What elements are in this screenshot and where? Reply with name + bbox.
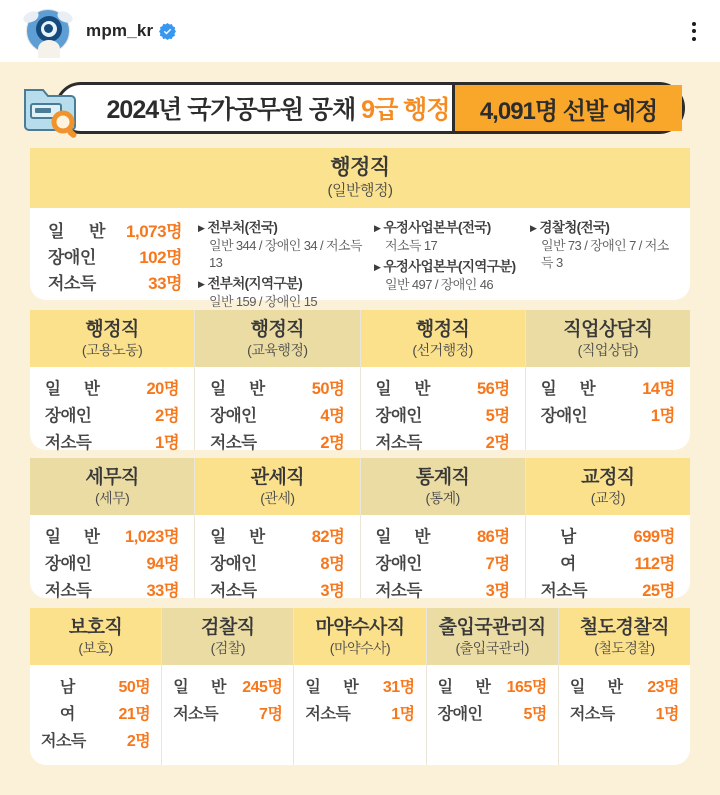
arrow-icon: ▶ (530, 223, 537, 233)
card-title: 검찰직 (201, 617, 255, 638)
stat-value: 4명 (320, 407, 345, 425)
banner-title-highlight: 9급 행정 (361, 96, 450, 124)
stat-row (210, 376, 344, 403)
stat-value: 82명 (311, 528, 345, 546)
card-title: 철도경찰직 (579, 617, 670, 638)
stat-label: 일 반 (210, 380, 265, 398)
card-row-1 (30, 310, 690, 450)
banner-pill (55, 82, 685, 134)
stat-label: 저소득 (210, 434, 257, 452)
card-body (294, 665, 425, 765)
job-card (361, 310, 526, 450)
stat-row (376, 403, 510, 430)
stat-value: 94명 (146, 555, 180, 573)
stat-value: 2명 (126, 733, 151, 750)
card-body (526, 367, 690, 450)
job-card (195, 310, 360, 450)
stat-value: 8명 (320, 555, 345, 573)
card-body (361, 367, 525, 457)
detail-title: ▶ 전부처(지역구분) (198, 276, 303, 291)
title-banner (35, 82, 685, 134)
stat-label: 일 반 (375, 380, 430, 398)
stat-row (376, 578, 510, 605)
stat-label: 저소득 (375, 582, 422, 600)
card-row-3 (30, 608, 690, 765)
verified-badge-icon (159, 23, 176, 40)
card-header (30, 310, 194, 367)
stat-value: 102명 (139, 248, 182, 267)
stat-value: 5명 (523, 706, 547, 723)
stat-row (210, 578, 344, 605)
stat-label: 저소득 (569, 706, 615, 723)
detail-title: ▶ 경찰청(전국) (530, 220, 610, 235)
stat-value: 7명 (485, 555, 510, 573)
stat-label: 저소득 (48, 274, 96, 293)
card-subtitle: (세무) (94, 490, 130, 506)
stat-row (570, 674, 679, 701)
card-title: 행정직 (85, 319, 139, 340)
stat-label: 남 (560, 528, 576, 546)
detail-desc: 일반 344 / 장애인 34 / 저소득 13 (209, 238, 362, 270)
arrow-icon: ▶ (198, 279, 205, 289)
stat-row (376, 376, 510, 403)
card-header (30, 608, 161, 665)
stat-value: 33명 (148, 274, 182, 293)
stat-row (438, 674, 547, 701)
stat-value: 245명 (242, 679, 283, 696)
stat-row (541, 524, 675, 551)
stat-value: 23명 (647, 679, 680, 696)
stat-label: 일 반 (375, 528, 430, 546)
post-header (0, 0, 720, 62)
stat-row (210, 403, 344, 430)
card-header (195, 458, 359, 515)
stat-label: 저소득 (210, 582, 257, 600)
stat-label: 여 (560, 555, 576, 573)
stat-row (541, 578, 675, 605)
stat-row (376, 524, 510, 551)
job-card (526, 310, 690, 450)
detail-title: ▶ 우정사업본부(지역구분) (374, 259, 516, 274)
stat-label: 저소득 (173, 706, 219, 723)
stat-label: 일 반 (540, 380, 596, 398)
stat-value: 25명 (642, 582, 675, 600)
card-body (195, 515, 359, 605)
stat-row (210, 430, 344, 457)
stat-label: 저소득 (375, 434, 422, 452)
stat-value: 699명 (633, 528, 675, 546)
card-title: 세무직 (85, 467, 139, 488)
stat-label: 일 반 (569, 679, 623, 696)
stat-label: 저소득 (305, 706, 351, 723)
card-title: 교정직 (581, 467, 635, 488)
stat-value: 2명 (155, 407, 180, 425)
card-body (559, 665, 690, 765)
stat-row (41, 674, 150, 701)
card-header (294, 608, 425, 665)
stat-row (41, 701, 150, 728)
stat-value: 1명 (650, 407, 675, 425)
stat-row (45, 578, 179, 605)
card-subtitle: (보호) (78, 640, 113, 656)
stat-row (210, 524, 344, 551)
stat-value: 1명 (391, 706, 415, 723)
card-title: 직업상담직 (563, 319, 653, 340)
banner-title: 2024년 국가공무원 공채 9급 행정 (106, 96, 450, 124)
post-image (0, 62, 720, 795)
card-subtitle: (검찰) (210, 640, 245, 656)
stat-label: 일 반 (437, 679, 491, 696)
username[interactable]: mpm_kr (86, 21, 154, 40)
arrow-icon: ▶ (374, 262, 381, 272)
card-header (526, 458, 690, 515)
card-title: 출입국관리직 (438, 617, 546, 638)
stat-row (305, 701, 414, 728)
avatar-art (38, 40, 60, 58)
stat-row (173, 701, 282, 728)
detail-column-jeonbucheo (198, 219, 374, 314)
job-card (195, 458, 360, 598)
card-title: 통계직 (415, 467, 470, 488)
card-subtitle: (교정) (590, 490, 626, 506)
stat-value: 3명 (485, 582, 510, 600)
stat-row (541, 551, 675, 578)
arrow-icon: ▶ (198, 223, 205, 233)
job-card (361, 458, 526, 598)
more-options-icon[interactable] (686, 14, 702, 49)
card-subtitle: (철도경찰) (594, 640, 655, 656)
folder-search-icon (17, 72, 89, 144)
card-header (559, 608, 690, 665)
stat-label: 일 반 (45, 380, 100, 398)
stat-label: 남 (59, 679, 75, 696)
stat-label: 여 (59, 706, 75, 723)
card-subtitle: (선거행정) (412, 342, 473, 358)
card-header (195, 310, 359, 367)
job-card (526, 458, 690, 598)
stat-row (45, 524, 179, 551)
card-subtitle: (통계) (425, 490, 460, 506)
stat-value: 14명 (642, 380, 675, 398)
detail-desc: 일반 159 / 장애인 15 (209, 294, 317, 309)
card-title: 행정직 (330, 156, 390, 179)
stat-label: 일 반 (305, 679, 359, 696)
detail-desc: 일반 497 / 장애인 46 (385, 277, 493, 292)
stat-value: 1명 (655, 706, 680, 723)
stat-row (173, 674, 282, 701)
card-title: 관세직 (250, 467, 305, 488)
stat-value: 33명 (146, 582, 180, 600)
stat-row (45, 551, 179, 578)
stat-label: 일 반 (48, 222, 105, 241)
card-subtitle: (직업상담) (577, 342, 639, 358)
card-header (30, 458, 194, 515)
card-title: 행정직 (415, 319, 470, 340)
stat-label: 장애인 (48, 248, 96, 267)
stat-value: 2명 (485, 434, 510, 452)
detail-desc: 일반 73 / 장애인 7 / 저소득 3 (541, 238, 669, 270)
stat-label: 장애인 (375, 407, 422, 425)
stat-value: 165명 (506, 679, 547, 696)
stat-value: 7명 (259, 706, 283, 723)
stat-label: 장애인 (210, 407, 257, 425)
stat-label: 저소득 (45, 434, 92, 452)
card-body (162, 665, 293, 765)
stat-value: 31명 (382, 679, 415, 696)
card-body (427, 665, 558, 765)
stat-label: 일 반 (173, 679, 226, 696)
card-body (195, 367, 359, 457)
card-subtitle: (교육행정) (247, 342, 308, 358)
stat-label: 저소득 (540, 582, 588, 600)
card-title: 보호직 (68, 617, 123, 638)
stat-row (45, 430, 179, 457)
stat-value: 86명 (476, 528, 510, 546)
avatar-art (44, 24, 53, 33)
stat-label: 장애인 (540, 407, 588, 425)
job-card (427, 608, 559, 765)
detail-column-ujeong (374, 219, 530, 314)
card-subtitle: (마약수사) (329, 640, 391, 656)
stat-row (305, 674, 414, 701)
detail-desc: 저소득 17 (385, 238, 438, 253)
card-header (526, 310, 690, 367)
banner-title-area (58, 85, 452, 131)
stat-value: 5명 (485, 407, 510, 425)
stat-label: 장애인 (375, 555, 422, 573)
card-subtitle: (고용노동) (81, 342, 143, 358)
job-card (30, 458, 195, 598)
card-header (361, 310, 525, 367)
avatar[interactable] (26, 9, 70, 53)
stat-row (48, 245, 182, 271)
stat-label: 장애인 (45, 555, 92, 573)
stat-row (438, 701, 547, 728)
stat-value: 2명 (320, 434, 345, 452)
stat-row (48, 271, 182, 297)
stat-value: 56명 (476, 380, 510, 398)
job-card (30, 608, 162, 765)
stat-label: 장애인 (210, 555, 257, 573)
card-body (30, 367, 194, 457)
stat-row (541, 403, 675, 430)
card-subtitle: (관세) (260, 490, 295, 506)
stat-row (376, 430, 510, 457)
detail-title: ▶ 우정사업본부(전국) (374, 220, 491, 235)
card-header (162, 608, 293, 665)
card-subtitle: (일반행정) (327, 182, 393, 199)
detail-column-gyeongchal (530, 219, 676, 314)
stat-label: 일 반 (45, 528, 100, 546)
stat-value: 1명 (155, 434, 180, 452)
card-body (526, 515, 690, 605)
stat-value: 112명 (634, 555, 675, 573)
card-body (30, 208, 690, 314)
stat-value: 50명 (311, 380, 345, 398)
stat-row (570, 701, 679, 728)
total-count-badge: 4,091명 선발 예정 (452, 85, 682, 131)
job-card (294, 608, 426, 765)
stat-value: 21명 (118, 706, 151, 723)
stat-value: 1,073명 (126, 222, 182, 241)
stat-row (45, 403, 179, 430)
card-body (30, 665, 161, 765)
card-title: 행정직 (250, 319, 305, 340)
stat-row (45, 376, 179, 403)
detail-title: ▶ 전부처(전국) (198, 220, 278, 235)
job-card (30, 310, 195, 450)
stat-label: 장애인 (45, 407, 92, 425)
stat-label: 장애인 (437, 706, 483, 723)
card-body (361, 515, 525, 605)
stat-row (541, 376, 675, 403)
stat-row (41, 728, 150, 755)
stat-label: 일 반 (210, 528, 265, 546)
card-header (361, 458, 525, 515)
card-body (30, 515, 194, 605)
stat-value: 3명 (320, 582, 345, 600)
stats-column (48, 219, 198, 314)
card-subtitle: (출입국관리) (455, 640, 529, 656)
card-haengjeong-ilban (30, 148, 690, 309)
card-header (427, 608, 558, 665)
stat-row (210, 551, 344, 578)
stat-value: 20명 (146, 380, 180, 398)
stat-value: 1,023명 (125, 528, 180, 546)
stat-row (376, 551, 510, 578)
stat-row (48, 219, 182, 245)
job-card (162, 608, 294, 765)
stat-label: 저소득 (45, 582, 92, 600)
card-header (30, 148, 690, 208)
job-card (559, 608, 690, 765)
stat-value: 50명 (118, 679, 151, 696)
arrow-icon: ▶ (374, 223, 381, 233)
card-row-2 (30, 458, 690, 598)
stat-label: 저소득 (41, 733, 86, 750)
card-title: 마약수사직 (315, 617, 405, 638)
